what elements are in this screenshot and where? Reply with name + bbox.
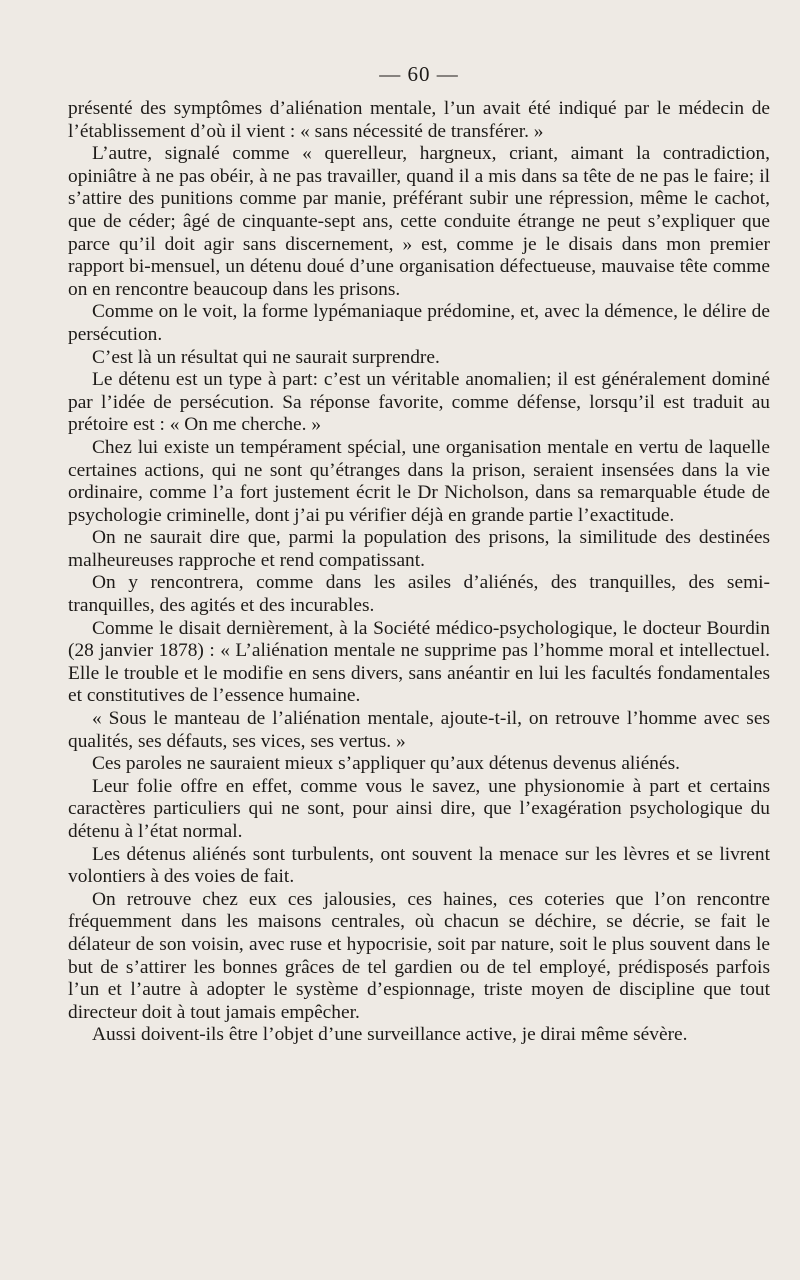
paragraph: C’est là un résultat qui ne saurait surprendre.: [92, 346, 440, 368]
paragraph: On ne saurait dire que, parmi la population des prisons, la similitude des destinées malheureuses rapproche et rend compatissant.: [68, 527, 770, 571]
paragraph: On y rencontrera, comme dans les asiles d’aliénés, des tranquilles, des semi-tranquilles, des agités et des incurables.: [68, 572, 770, 617]
paragraph: Leur folie offre en effet, comme vous le savez, une physionomie à part et certains caractères particuliers qui ne sont, pour ainsi dire, que l’exagération psychologique du détenu à l’état normal.: [68, 775, 770, 842]
paragraph: Le détenu est un type à part: c’est un véritable anomalien; il est généralement dominé par l’idée de persécution. Sa réponse favorite, comme défense, lorsqu’il est traduit au prétoire est : « On me cherche. »: [68, 369, 770, 436]
page-number: — 60 —: [379, 62, 459, 86]
body-text: [68, 98, 770, 1047]
paragraph: Chez lui existe un tempérament spécial, une organisation mentale en vertu de laquelle certaines actions, qui ne sont qu’étranges dans la prison, seraient insensées dans la vie ordinaire, comme l’a fort justement écrit le Dr Nicholson, dans sa remarquable étude de psychologie criminelle, dont j’ai pu vérifier déjà en grande partie l’exactitude.: [68, 436, 770, 526]
paragraph: présenté des symptômes d’aliénation mentale, l’un avait été indiqué par le médecin de l’établissement d’où il vient : « sans nécessité de transférer. »: [68, 98, 770, 142]
paragraph: Les détenus aliénés sont turbulents, ont souvent la menace sur les lèvres et se livrent volontiers à des voies de fait.: [68, 843, 770, 888]
paragraph: On retrouve chez eux ces jalousies, ces haines, ces coteries que l’on rencontre fréquemment dans les maisons centrales, où chacun se déchire, se décrie, se fait le délateur de son voisin, avec ruse et hypocrisie, soit par nature, soit le plus souvent dans le but de s’attirer les bonnes grâces de tel gardien ou de tel employé, prédisposés parfois l’un et l’autre à adopter le système d’espionnage, triste moyen de discipline que tout directeur doit à tout jamais empêcher.: [68, 888, 770, 1023]
paragraph: Comme on le voit, la forme lypémaniaque prédomine, et, avec la démence, le délire de persécution.: [68, 301, 770, 345]
paragraph: Ces paroles ne sauraient mieux s’appliquer qu’aux détenus devenus aliénés.: [92, 753, 680, 775]
paragraph: Aussi doivent-ils être l’objet d’une surveillance active, je dirai même sévère.: [92, 1024, 688, 1046]
paragraph: L’autre, signalé comme « querelleur, hargneux, criant, aimant la contradiction, opiniâtre à ne pas obéir, à ne pas travailler, quand il a mis dans sa tête de ne pas le faire; il s’attire des punitions comme par manie, préférant subir une répression, même le cachot, que de céder; âgé de cinquante-sept ans, cette conduite étrange ne peut s’expliquer que parce qu’il doit agir sans discernement, » est, comme je le disais dans mon premier rapport bi-mensuel, un détenu doué d’une organisation défectueuse, mauvaise tête comme on en rencontre beaucoup dans les prisons.: [68, 143, 770, 300]
paragraph: Comme le disait dernièrement, à la Société médico-psychologique, le docteur Bourdin (28 janvier 1878) : « L’aliénation mentale ne supprime pas l’homme moral et intellectuel. Elle le trouble et le modifie en sens divers, sans anéantir en lui les facultés fondamentales et constitutives de l’essence humaine.: [68, 617, 770, 707]
paragraph: « Sous le manteau de l’aliénation mentale, ajoute-t-il, on retrouve l’homme avec ses qualités, ses défauts, ses vices, ses vertus. »: [68, 708, 770, 752]
